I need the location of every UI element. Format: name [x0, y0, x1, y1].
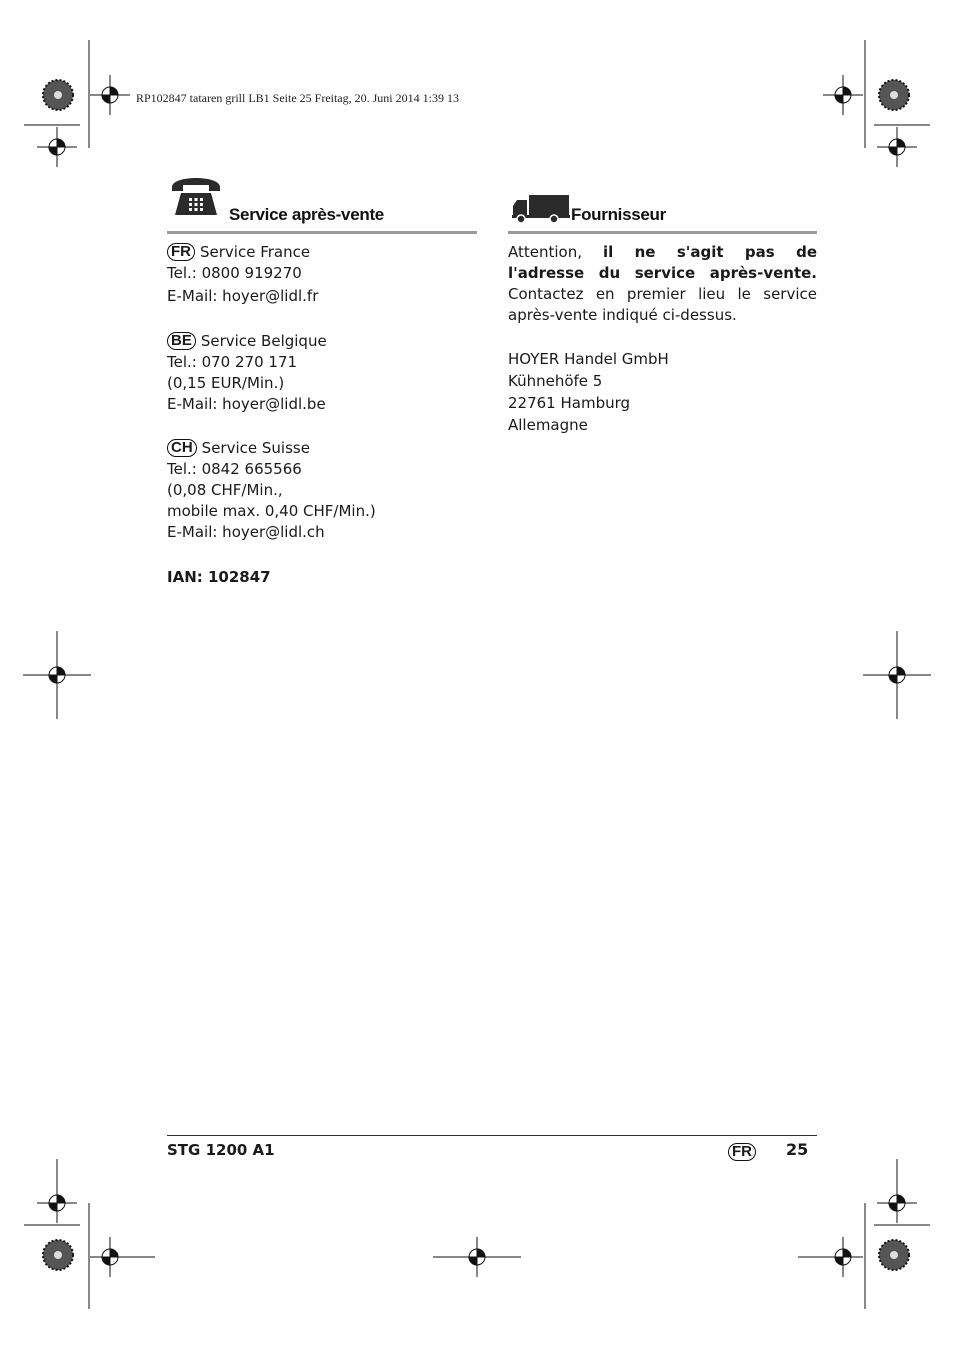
footer-model: STG 1200 A1 [167, 1141, 275, 1159]
flag-be-badge: BE [167, 332, 196, 350]
service-name: Service Belgique [200, 332, 327, 350]
flag-fr-badge: FR [167, 243, 195, 261]
print-header: RP102847 tataren grill LB1 Seite 25 Freitag, 20. Juni 2014 1:39 13 [136, 91, 459, 105]
rate-line: mobile max. 0,40 CHF/Min.) [167, 502, 376, 520]
footer-flag-badge: FR [728, 1143, 756, 1161]
email-line: E-Mail: hoyer@lidl.fr [167, 287, 319, 305]
service-title: Service après-vente [229, 205, 384, 224]
telephone-icon [169, 173, 223, 217]
service-name: Service Suisse [201, 439, 310, 457]
supplier-address [508, 348, 669, 436]
page-number: 25 [786, 1140, 809, 1159]
note-bold: il ne s'agit pas de l'adresse du service après-vente. [508, 243, 818, 282]
address-line: HOYER Handel GmbH [508, 350, 669, 368]
service-belgique [167, 331, 327, 415]
ian-number: IAN: 102847 [167, 568, 271, 586]
rate-line: (0,08 CHF/Min., [167, 481, 283, 499]
service-suisse [167, 438, 376, 543]
phone-line: Tel.: 0842 665566 [167, 460, 302, 478]
supplier-title: Fournisseur [571, 205, 666, 224]
email-line: E-Mail: hoyer@lidl.ch [167, 523, 325, 541]
supplier-header [508, 191, 817, 234]
note-start: Attention, [508, 243, 603, 261]
address-line: Allemagne [508, 416, 588, 434]
footer-rule [167, 1135, 817, 1136]
rate-line: (0,15 EUR/Min.) [167, 374, 285, 392]
phone-line: Tel.: 0800 919270 [167, 264, 302, 282]
service-france [167, 242, 318, 307]
service-name: Service France [200, 243, 311, 261]
truck-icon [512, 194, 570, 224]
supplier-note [508, 242, 817, 326]
address-line: 22761 Hamburg [508, 394, 631, 412]
note-end: Contactez en premier lieu le service après-vente indiqué ci-dessus. [508, 285, 817, 324]
email-line: E-Mail: hoyer@lidl.be [167, 395, 326, 413]
address-line: Kühnehöfe 5 [508, 372, 603, 390]
service-header [167, 191, 477, 234]
flag-ch-badge: CH [167, 439, 197, 457]
phone-line: Tel.: 070 270 171 [167, 353, 298, 371]
